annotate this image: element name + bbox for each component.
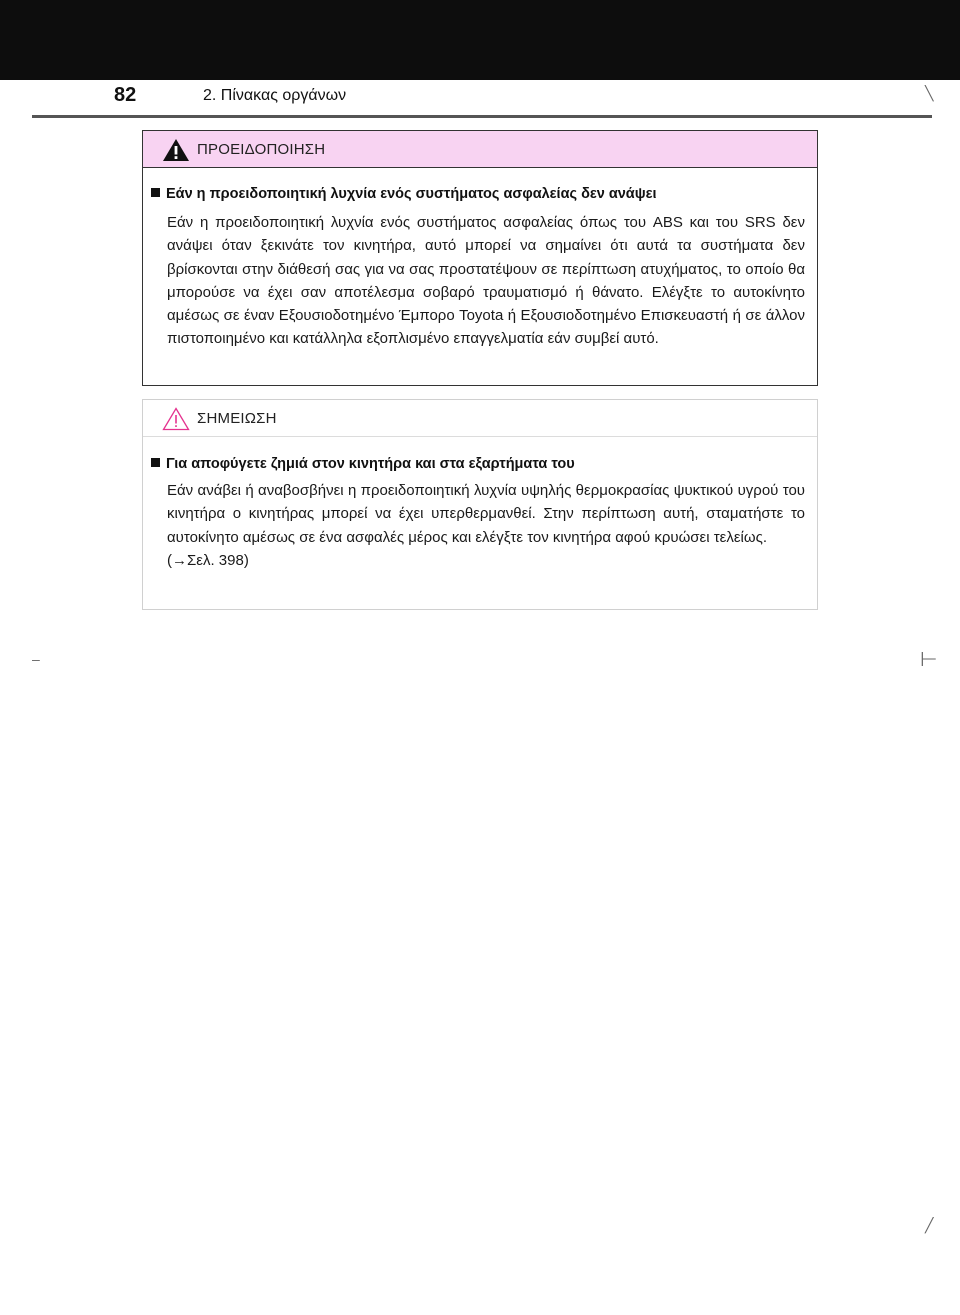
crop-mark-top-right: ╲	[925, 85, 934, 101]
top-black-band	[0, 0, 960, 80]
warning-item-heading	[151, 186, 657, 202]
page-number: 82	[114, 84, 137, 106]
warning-label: ΠΡΟΕΙΔΟΠΟΙΗΣΗ	[197, 141, 326, 158]
notice-box-header	[143, 400, 817, 437]
warning-box	[142, 130, 818, 386]
notice-item-body	[167, 479, 805, 572]
notice-heading-text: Για αποφύγετε ζημιά στον κινητήρα και στα εξαρτήματα του	[166, 456, 575, 472]
caution-outline-triangle-icon	[162, 407, 190, 431]
square-bullet-icon	[151, 458, 160, 467]
warning-heading-text: Εάν η προειδοποιητική λυχνία ενός συστήματος ασφαλείας δεν ανάψει	[166, 186, 657, 202]
notice-body-text: Εάν ανάβει ή αναβοσβήνει η προειδοποιητική λυχνία υψηλής θερμοκρασίας ψυκτικού υγρού του κινητήρα ο κινητήρας μπορεί να έχει υπερθερμανθεί. Στην περίπτωση αυτή, σταματήστε το αυτοκίνητο αμέσως σε ένα ασφαλές μέρος και ελέγξτε τον κινητήρα αφού κρυώσει τελείως.	[167, 482, 805, 546]
square-bullet-icon	[151, 188, 160, 197]
notice-box	[142, 399, 818, 610]
section-title: 2. Πίνακας οργάνων	[203, 87, 347, 104]
notice-label: ΣΗΜΕΙΩΣΗ	[197, 410, 277, 427]
warning-triangle-icon	[162, 138, 190, 162]
warning-box-header	[143, 131, 817, 168]
header-divider	[32, 115, 932, 118]
page-header	[0, 80, 960, 116]
page-reference-link[interactable]: (→Σελ. 398)	[167, 551, 249, 569]
crop-mark-left: –	[32, 651, 40, 667]
notice-item-heading	[151, 456, 575, 472]
crop-mark-right: ⊢	[920, 649, 938, 671]
warning-item-body: Εάν η προειδοποιητική λυχνία ενός συστήματος ασφαλείας όπως του ABS και του SRS δεν ανάψει όταν ξεκινάτε τον κινητήρα, αυτό μπορεί να σημαίνει ότι αυτά τα συστήματα δεν βρίσκονται στην διάθεσή σας για να σας προστατέψουν σε περίπτωση ατυχήματος, το οποίο θα μπορούσε να έχει σαν αποτέλεσμα σοβαρό τραυματισμό ή θάνατο. Ελέγξτε το αυτοκίνητο αμέσως σε έναν Εξουσιοδοτημένο Έμπορο Toyota ή Εξουσιοδοτημένο Επισκευαστή ή σε άλλον πιστοποιημένο και κατάλληλα εξοπλισμένο επαγγελματία εάν συμβεί αυτό.	[167, 214, 805, 348]
crop-mark-bottom-right: ╱	[925, 1217, 934, 1233]
